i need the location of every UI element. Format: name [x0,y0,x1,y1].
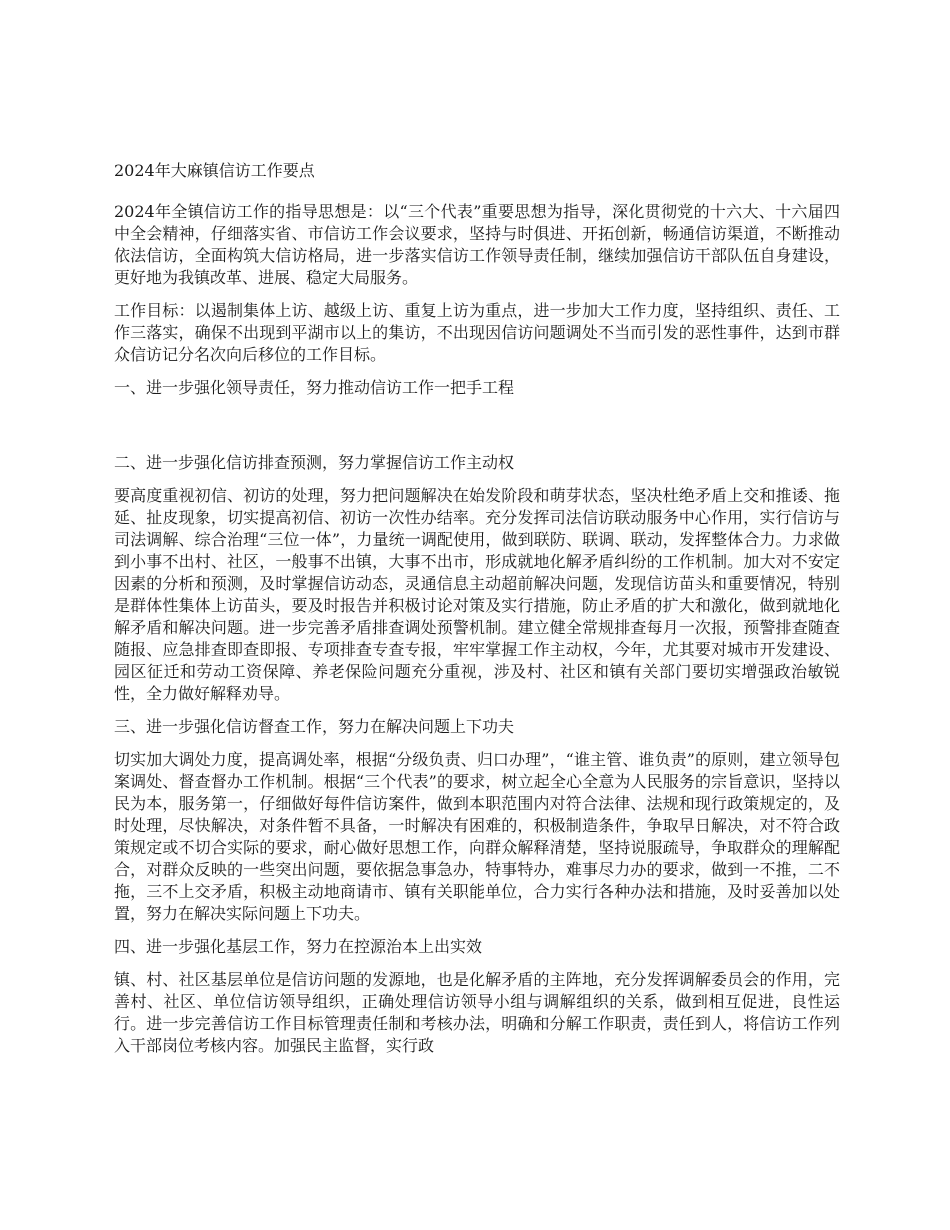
intro-paragraph: 2024年全镇信访工作的指导思想是：以“三个代表”重要思想为指导，深化贯彻党的十六大、十六届四中全会精神，仔细落实省、市信访工作会议要求，坚持与时俱进、开拓创新，畅通信访渠道，不断推动依法信访，全面构筑大信访格局，进一步落实信访工作领导责任制，继续加强信访干部队伍自身建设，更好地为我镇改革、进展、稳定大局服务。 [114,202,840,287]
section-2-heading: 二、进一步强化信访排查预测，努力掌握信访工作主动权 [114,453,515,472]
section-3-body: 切实加大调处力度，提高调处率，根据“分级负责、归口办理”，“谁主管、谁负责”的原则，建立领导包案调处、督查督办工作机制。根据“三个代表”的要求，树立起全心全意为人民服务的宗旨意识，坚持以民为本，服务第一，仔细做好每件信访案件，做到本职范围内对符合法律、法规和现行政策规定的，及时处理，尽快解决，对条件暂不具备，一时解决有困难的，积极制造条件，争取早日解决，对不符合政策规定或不切合实际的要求，耐心做好思想工作，向群众解释清楚，坚持说服疏导，争取群众的理解配合，对群众反映的一些突出问题，要依据急事急办，特事特办，难事尽力办的要求，做到一不推，二不拖，三不上交矛盾，积极主动地商请市、镇有关职能单位，合力实行各种办法和措施，及时妥善加以处置，努力在解决实际问题上下功夫。 [114,750,840,923]
section-4-heading: 四、进一步强化基层工作，努力在控源治本上出实效 [114,937,483,956]
document-title: 2024年大麻镇信访工作要点 [114,161,315,180]
blank-space [114,410,840,452]
section-4-body: 镇、村、社区基层单位是信访问题的发源地，也是化解矛盾的主阵地，充分发挥调解委员会的作用，完善村、社区、单位信访领导组织，正确处理信访领导小组与调解组织的关系，做到相互促进，良性运行。进一步完善信访工作目标管理责任制和考核办法，明确和分解工作职责，责任到人，将信访工作列入干部岗位考核内容。加强民主监督，实行政 [114,970,840,1055]
section-3-heading: 三、进一步强化信访督查工作，努力在解决问题上下功夫 [114,717,515,736]
goal-paragraph: 工作目标：以遏制集体上访、越级上访、重复上访为重点，进一步加大工作力度，坚持组织、责任、工作三落实，确保不出现到平湖市以上的集访，不出现因信访问题调处不当而引发的恶性事件，达到市群众信访记分名次向后移位的工作目标。 [114,301,840,364]
document-page [114,160,840,1068]
section-2-body: 要高度重视初信、初访的处理，努力把问题解决在始发阶段和萌芽状态，坚决杜绝矛盾上交和推诿、拖延、扯皮现象，切实提高初信、初访一次性办结率。充分发挥司法信访联动服务中心作用，实行信访与司法调解、综合治理“三位一体”，力量统一调配使用，做到联防、联调、联动，发挥整体合力。力求做到小事不出村、社区，一般事不出镇，大事不出市，形成就地化解矛盾纠纷的工作机制。加大对不安定因素的分析和预测，及时掌握信访动态，灵通信息主动超前解决问题，发现信访苗头和重要情况，特别是群体性集体上访苗头，要及时报告并积极讨论对策及实行措施，防止矛盾的扩大和激化，做到就地化解矛盾和解决问题。进一步完善矛盾排查调处预警机制。建立健全常规排查每月一次报，预警排查随查随报、应急排查即查即报、专项排查专查专报，牢牢掌握工作主动权，今年，尤其要对城市开发建设、园区征迁和劳动工资保障、养老保险问题充分重视，涉及村、社区和镇有关部门要切实增强政治敏锐性，全力做好解释劝导。 [114,486,840,703]
section-1-heading: 一、进一步强化领导责任，努力推动信访工作一把手工程 [114,378,515,397]
